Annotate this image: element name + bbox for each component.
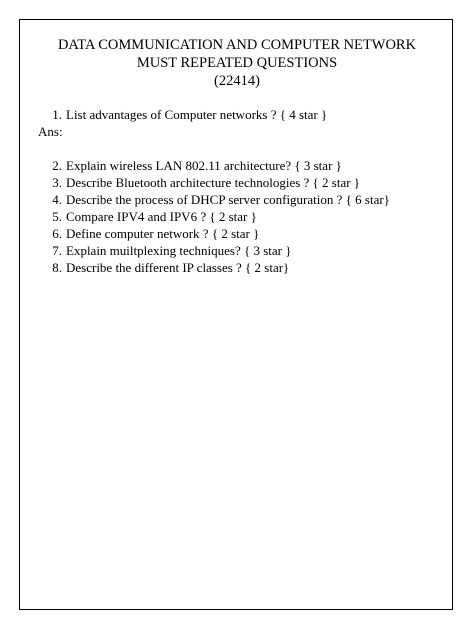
question-item (0, 157, 474, 174)
question-number: 1. (52, 107, 62, 122)
question-item (0, 259, 474, 276)
question-text: Explain muiltplexing techniques? { 3 star } (66, 243, 292, 258)
title-line-heading: MUST REPEATED QUESTIONS (136, 55, 338, 71)
document-title (19, 36, 455, 90)
question-number: 6. (52, 226, 62, 241)
question-number: 4. (52, 192, 62, 207)
question-number: 3. (52, 175, 62, 190)
question-list (0, 157, 474, 276)
question-number: 5. (52, 209, 62, 224)
question-item (0, 242, 474, 259)
question-number: 2. (52, 158, 62, 173)
question-text: List advantages of Computer networks ? { 4 star } (66, 107, 328, 122)
answer-label: Ans: (38, 124, 63, 139)
question-list-first (0, 106, 474, 123)
title-line-subject: DATA COMMUNICATION AND COMPUTER NETWORK (57, 37, 417, 53)
question-number: 7. (52, 243, 62, 258)
question-text: Compare IPV4 and IPV6 ? { 2 star } (66, 209, 257, 224)
question-item (0, 174, 474, 191)
question-text: Explain wireless LAN 802.11 architecture? { 3 star } (66, 158, 342, 173)
question-text: Define computer network ? { 2 star } (66, 226, 260, 241)
question-item (0, 191, 474, 208)
question-text: Describe the process of DHCP server configuration ? { 6 star} (66, 192, 390, 207)
question-item (0, 225, 474, 242)
question-text: Describe Bluetooth architecture technologies ? { 2 star } (66, 175, 361, 190)
question-number: 8. (52, 260, 62, 275)
title-line-code: (22414) (214, 73, 260, 89)
question-text: Describe the different IP classes ? { 2 star} (66, 260, 290, 275)
question-item (0, 208, 474, 225)
question-item (0, 106, 474, 123)
